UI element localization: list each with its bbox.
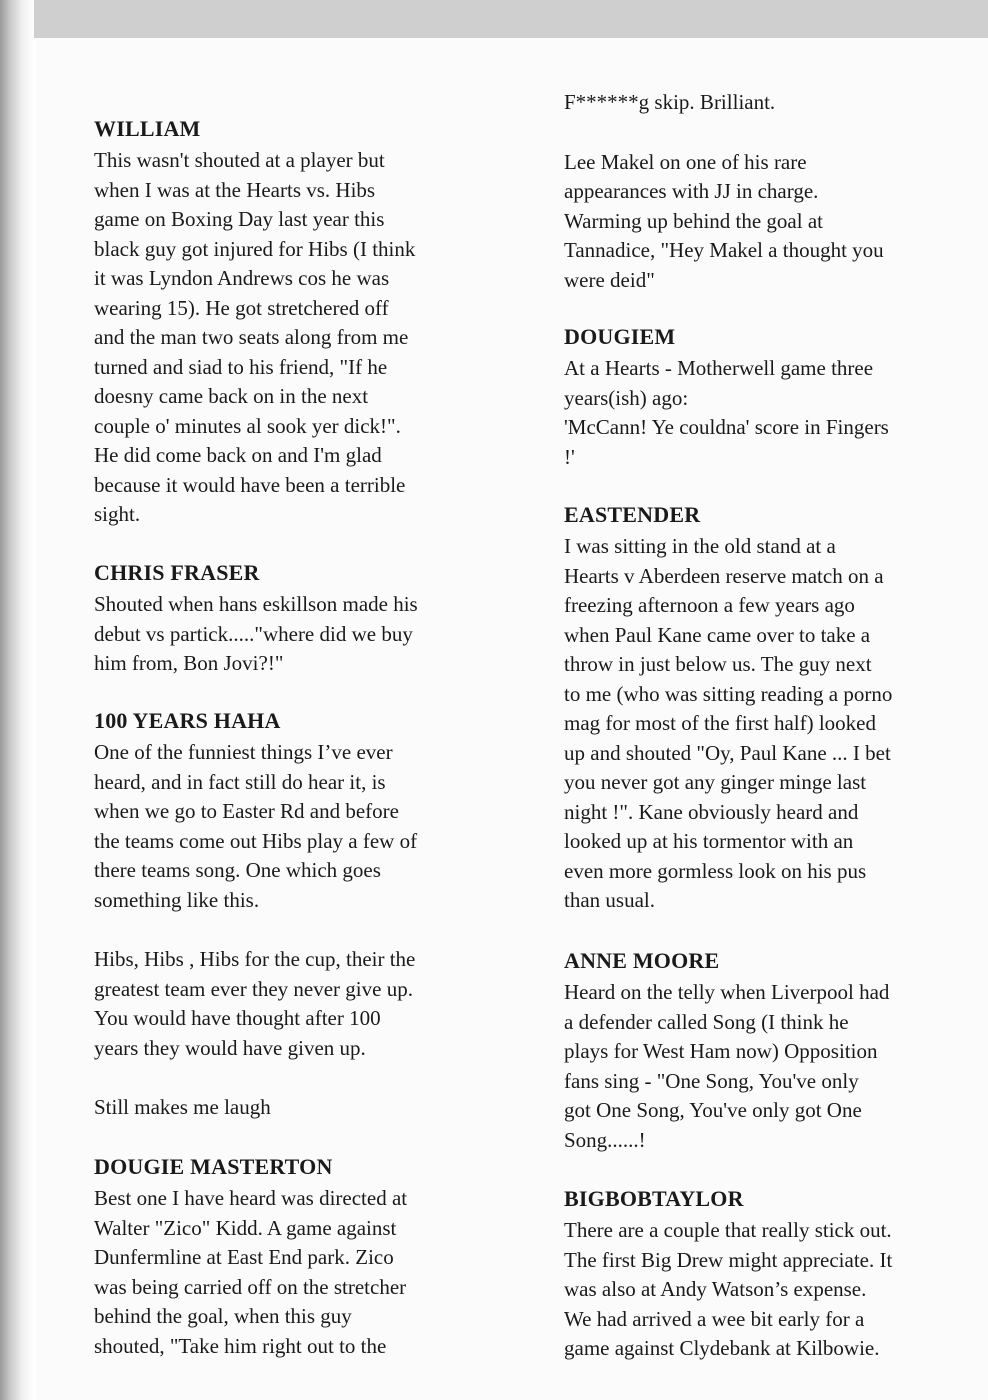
entry-text: Lee Makel on one of his rare appearances with JJ in charge. Warming up behind the goal at Tannadice, "Hey Makel a thought you were deid" xyxy=(564,149,884,292)
entry-chris-fraser xyxy=(94,560,486,679)
entry-text: Best one I have heard was directed at Walter "Zico" Kidd. A game against Dunfermline at East End park. Zico was being carried off on the stretcher behind the goal, when this guy shouted, "Take him right out to the xyxy=(94,1186,408,1358)
entry-dougie-masterton xyxy=(94,1154,486,1361)
entry-text: F******g skip. Brilliant. xyxy=(564,90,776,114)
entry-100-years-haha xyxy=(94,708,486,1123)
page-binding-edge xyxy=(0,0,34,1400)
entry-text: Heard on the telly when Liverpool had a defender called Song (I think he plays for West Ham now) Opposition fans sing - "One Song, You've only got One Song, You've only got One Song......! xyxy=(564,980,890,1152)
document-page xyxy=(36,38,988,1400)
entry-text: One of the funniest things I’ve ever heard, and in fact still do hear it, is when we go to Easter Rd and before the teams come out Hibs play a few of there teams song. One which goes something like this. xyxy=(94,740,418,912)
entry-text: At a Hearts - Motherwell game three years(ish) ago: 'McCann! Ye couldna' score in Fingers !' xyxy=(564,356,889,469)
entry-continued xyxy=(564,88,964,295)
entry-name: DOUGIEM xyxy=(564,324,676,349)
entry-name: EASTENDER xyxy=(564,502,701,527)
entry-william xyxy=(94,116,486,530)
entry-eastender xyxy=(564,502,964,916)
entry-name: BIGBOBTAYLOR xyxy=(564,1186,744,1211)
entry-name: DOUGIE MASTERTON xyxy=(94,1154,333,1179)
entry-name: 100 YEARS HAHA xyxy=(94,708,281,733)
entry-text: This wasn't shouted at a player but when I was at the Hearts vs. Hibs game on Boxing Day last year this black guy got injured for Hibs (I think it was Lyndon Andrews cos he was wearing 15). He got stretchered off and the man two seats along from me turned and siad to his friend, "If he doesny came back on in the next couple o' minutes al sook yer dick!". He did come back on and I'm glad because it would have been a terrible sight. xyxy=(94,148,416,526)
entry-text: I was sitting in the old stand at a Hearts v Aberdeen reserve match on a freezing afternoon a few years ago when Paul Kane came over to take a throw in just below us. The guy next to me (who was sitting reading a porno mag for most of the first half) looked up and shouted "Oy, Paul Kane ... I bet you never got any ginger minge last night !". Kane obviously heard and looked up at his tormentor with an even more gormless look on his pus than usual. xyxy=(564,534,893,912)
scan-top-strip xyxy=(0,0,988,38)
entry-name: WILLIAM xyxy=(94,116,201,141)
entry-text: Hibs, Hibs , Hibs for the cup, their the greatest team ever they never give up. You would have thought after 100 years they would have given up. xyxy=(94,947,416,1060)
entry-anne-moore xyxy=(564,948,964,1155)
entry-text: Still makes me laugh xyxy=(94,1095,271,1119)
entry-text: There are a couple that really stick out. The first Big Drew might appreciate. It was also at Andy Watson’s expense. We had arrived a wee bit early for a game against Clydebank at Kilbowie. xyxy=(564,1218,893,1360)
entry-name: ANNE MOORE xyxy=(564,948,720,973)
entry-name: CHRIS FRASER xyxy=(94,560,260,585)
entry-text: Shouted when hans eskillson made his debut vs partick....."where did we buy him from, Bon Jovi?!" xyxy=(94,592,418,675)
entry-bigbobtaylor xyxy=(564,1186,964,1364)
entry-dougiem xyxy=(564,324,964,472)
